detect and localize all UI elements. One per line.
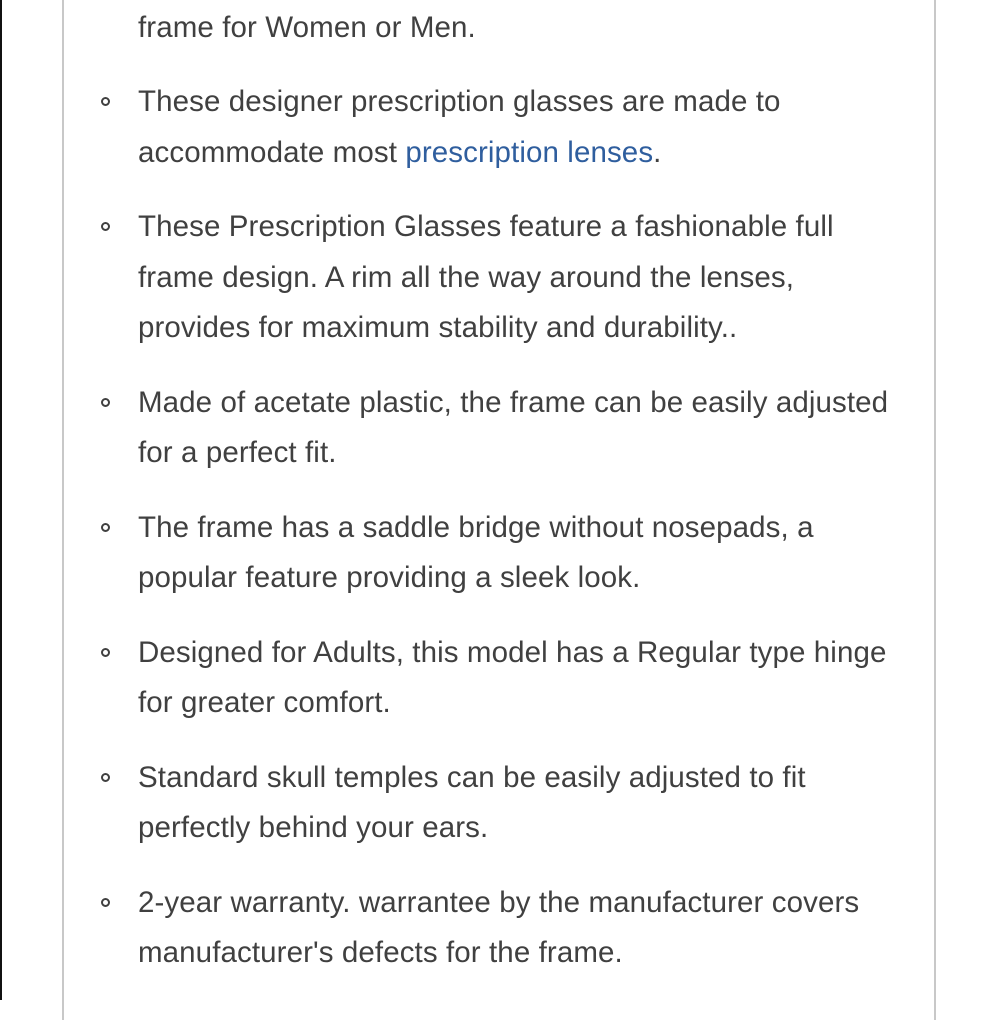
bullet-circle-icon (101, 898, 110, 907)
feature-item (64, 378, 898, 479)
feature-item (64, 878, 898, 979)
bullet-circle-icon (101, 222, 110, 231)
product-features-panel (62, 0, 936, 1020)
left-edge-divider (0, 0, 2, 1000)
features-list (64, 0, 898, 1003)
feature-item (64, 0, 898, 53)
feature-text: Made of acetate plastic, the frame can be easily adjusted for a perfect fit. (138, 385, 889, 469)
feature-item (64, 77, 898, 178)
prescription-lenses-link[interactable]: prescription lenses (405, 135, 654, 169)
feature-item (64, 202, 898, 354)
bullet-circle-icon (101, 523, 110, 532)
bullet-circle-icon (101, 97, 110, 106)
feature-text: Standard skull temples can be easily adjusted to fit perfectly behind your ears. (138, 760, 806, 844)
feature-text-end: . (653, 135, 662, 169)
feature-text: Designed for Adults, this model has a Regular type hinge for greater comfort. (138, 635, 887, 719)
feature-item (64, 503, 898, 604)
feature-text: 2-year warranty. warrantee by the manufacturer covers manufacturer's defects for the frame. (138, 885, 860, 969)
bullet-circle-icon (101, 648, 110, 657)
bullet-circle-icon (101, 398, 110, 407)
feature-text: frame for Women or Men. (138, 10, 476, 44)
feature-text: The frame has a saddle bridge without nosepads, a popular feature providing a sleek look. (138, 510, 814, 594)
feature-text: These designer prescription glasses are made to accommodate most (138, 85, 781, 169)
bullet-circle-icon (101, 773, 110, 782)
feature-text: These Prescription Glasses feature a fashionable full frame design. A rim all the way around the lenses, provides for maximum stability and durability.. (138, 210, 834, 344)
feature-item (64, 753, 898, 854)
feature-item (64, 628, 898, 729)
